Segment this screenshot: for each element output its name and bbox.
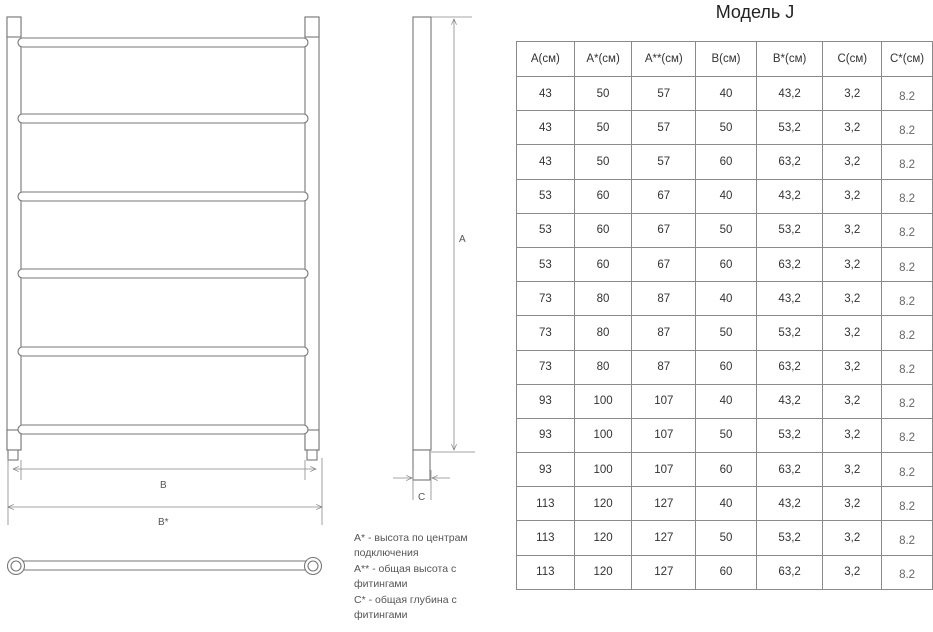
table-cell: 63,2 xyxy=(756,555,823,589)
table-cell: 43,2 xyxy=(756,77,823,111)
table-cell: 3,2 xyxy=(823,316,882,350)
table-body xyxy=(517,77,933,590)
table-cell: 50 xyxy=(696,111,757,145)
table-cell: 127 xyxy=(632,521,696,555)
table-cell: 60 xyxy=(574,247,632,281)
side-upright xyxy=(413,17,431,450)
table-cell: 100 xyxy=(574,384,632,418)
table-cell: 60 xyxy=(696,350,757,384)
column-header: B*(см) xyxy=(756,42,823,77)
table-cell: 60 xyxy=(696,247,757,281)
table-cell: 53 xyxy=(517,247,575,281)
table-cell: 40 xyxy=(696,282,757,316)
table-cell: 3,2 xyxy=(823,487,882,521)
table-cell: 3,2 xyxy=(823,418,882,452)
table-header-row xyxy=(517,42,933,77)
top-view xyxy=(8,558,322,575)
table-cell: 8.2 xyxy=(882,350,933,384)
crossbar-1 xyxy=(18,38,308,47)
table-cell: 40 xyxy=(696,487,757,521)
dimensions-table xyxy=(516,41,933,590)
table-cell: 3,2 xyxy=(823,179,882,213)
table-cell: 60 xyxy=(696,453,757,487)
table-cell: 8.2 xyxy=(882,453,933,487)
table-row xyxy=(517,247,933,281)
height-dimension xyxy=(393,17,475,500)
table-cell: 53,2 xyxy=(756,316,823,350)
table-cell: 53,2 xyxy=(756,521,823,555)
table-cell: 107 xyxy=(632,453,696,487)
crossbar-5 xyxy=(18,347,308,356)
table-cell: 80 xyxy=(574,350,632,384)
table-cell: 100 xyxy=(574,453,632,487)
side-view xyxy=(413,17,431,480)
table-cell: 63,2 xyxy=(756,145,823,179)
column-header: C(см) xyxy=(823,42,882,77)
table-row xyxy=(517,487,933,521)
table-cell: 53,2 xyxy=(756,418,823,452)
table-cell: 3,2 xyxy=(823,111,882,145)
table-cell: 50 xyxy=(696,213,757,247)
table-cell: 107 xyxy=(632,418,696,452)
table-cell: 43 xyxy=(517,145,575,179)
right-upright-top-cap xyxy=(305,17,319,37)
table-cell: 73 xyxy=(517,282,575,316)
table-cell: 87 xyxy=(632,316,696,350)
column-header: A(см) xyxy=(517,42,575,77)
table-cell: 8.2 xyxy=(882,145,933,179)
table-row xyxy=(517,453,933,487)
table-cell: 3,2 xyxy=(823,521,882,555)
table-cell: 67 xyxy=(632,179,696,213)
side-fitting xyxy=(413,450,430,480)
table-cell: 80 xyxy=(574,316,632,350)
note-a-double-star: A** - общая высота с фитингами xyxy=(354,562,457,591)
left-upright xyxy=(7,17,21,450)
table-cell: 50 xyxy=(696,418,757,452)
table-row xyxy=(517,555,933,589)
table-cell: 57 xyxy=(632,111,696,145)
table-cell: 93 xyxy=(517,418,575,452)
table-cell: 53 xyxy=(517,179,575,213)
table-cell: 43,2 xyxy=(756,282,823,316)
table-cell: 53,2 xyxy=(756,213,823,247)
table-cell: 3,2 xyxy=(823,247,882,281)
table-cell: 80 xyxy=(574,282,632,316)
table-cell: 3,2 xyxy=(823,384,882,418)
table-cell: 8.2 xyxy=(882,316,933,350)
note-c-star: C* - общая глубина с фитингами xyxy=(354,593,457,622)
table-cell: 113 xyxy=(517,555,575,589)
note-a-star: A* - высота по центрам подключения xyxy=(354,532,468,560)
table-cell: 113 xyxy=(517,521,575,555)
legend-notes xyxy=(354,531,504,623)
table-row xyxy=(517,179,933,213)
front-view xyxy=(7,17,319,460)
table-cell: 120 xyxy=(574,521,632,555)
column-header: B(см) xyxy=(696,42,757,77)
table-cell: 120 xyxy=(574,487,632,521)
table-cell: 43 xyxy=(517,77,575,111)
table-cell: 40 xyxy=(696,77,757,111)
table-cell: 40 xyxy=(696,179,757,213)
crossbar-3 xyxy=(18,192,308,201)
table-cell: 3,2 xyxy=(823,282,882,316)
table-row xyxy=(517,77,933,111)
table-cell: 120 xyxy=(574,555,632,589)
crossbar-2 xyxy=(18,114,308,123)
right-fitting xyxy=(307,450,317,460)
table-cell: 50 xyxy=(574,77,632,111)
left-upright-top-cap xyxy=(7,17,21,37)
table-cell: 50 xyxy=(574,111,632,145)
table-row xyxy=(517,213,933,247)
table-cell: 53,2 xyxy=(756,111,823,145)
table-cell: 3,2 xyxy=(823,453,882,487)
table-cell: 93 xyxy=(517,453,575,487)
table-cell: 3,2 xyxy=(823,213,882,247)
crossbar-6 xyxy=(18,425,308,434)
table-cell: 63,2 xyxy=(756,350,823,384)
table-cell: 43,2 xyxy=(756,179,823,213)
right-upright xyxy=(305,17,319,450)
table-cell: 60 xyxy=(696,145,757,179)
table-cell: 8.2 xyxy=(882,384,933,418)
table-cell: 67 xyxy=(632,213,696,247)
table-cell: 40 xyxy=(696,384,757,418)
table-cell: 73 xyxy=(517,350,575,384)
table-cell: 8.2 xyxy=(882,213,933,247)
table-cell: 8.2 xyxy=(882,179,933,213)
table-cell: 8.2 xyxy=(882,77,933,111)
table-cell: 8.2 xyxy=(882,555,933,589)
table-cell: 127 xyxy=(632,555,696,589)
column-header: A**(см) xyxy=(632,42,696,77)
table-cell: 43 xyxy=(517,111,575,145)
table-cell: 63,2 xyxy=(756,453,823,487)
b-star-label: B* xyxy=(158,517,169,528)
table-cell: 8.2 xyxy=(882,247,933,281)
table-cell: 3,2 xyxy=(823,145,882,179)
table-cell: 60 xyxy=(574,179,632,213)
c-label: C xyxy=(418,492,426,503)
left-fitting xyxy=(8,450,18,460)
table-cell: 8.2 xyxy=(882,418,933,452)
table-cell: 8.2 xyxy=(882,521,933,555)
table-cell: 63,2 xyxy=(756,247,823,281)
b-label: B xyxy=(160,480,167,491)
table-row xyxy=(517,316,933,350)
table-row xyxy=(517,145,933,179)
crossbar-4 xyxy=(18,269,308,278)
table-cell: 3,2 xyxy=(823,555,882,589)
column-header: C*(см) xyxy=(882,42,933,77)
table-cell: 100 xyxy=(574,418,632,452)
table-cell: 8.2 xyxy=(882,111,933,145)
table-cell: 67 xyxy=(632,247,696,281)
table-cell: 57 xyxy=(632,145,696,179)
table-cell: 60 xyxy=(574,213,632,247)
table-cell: 8.2 xyxy=(882,487,933,521)
table-cell: 53 xyxy=(517,213,575,247)
table-cell: 50 xyxy=(574,145,632,179)
table-cell: 87 xyxy=(632,282,696,316)
table-cell: 73 xyxy=(517,316,575,350)
column-header: A*(см) xyxy=(574,42,632,77)
table-cell: 127 xyxy=(632,487,696,521)
width-dimensions xyxy=(8,458,322,525)
table-row xyxy=(517,111,933,145)
table-row xyxy=(517,521,933,555)
table-cell: 93 xyxy=(517,384,575,418)
table-row xyxy=(517,350,933,384)
table-cell: 113 xyxy=(517,487,575,521)
table-cell: 57 xyxy=(632,77,696,111)
table-cell: 43,2 xyxy=(756,487,823,521)
table-cell: 107 xyxy=(632,384,696,418)
table-cell: 60 xyxy=(696,555,757,589)
table-row xyxy=(517,418,933,452)
table-cell: 3,2 xyxy=(823,350,882,384)
table-cell: 8.2 xyxy=(882,282,933,316)
model-title: Модель J xyxy=(715,2,795,22)
table-cell: 87 xyxy=(632,350,696,384)
table-cell: 3,2 xyxy=(823,77,882,111)
table-row xyxy=(517,282,933,316)
table-row xyxy=(517,384,933,418)
a-label: A xyxy=(459,234,466,245)
table-cell: 50 xyxy=(696,521,757,555)
table-cell: 50 xyxy=(696,316,757,350)
table-cell: 43,2 xyxy=(756,384,823,418)
